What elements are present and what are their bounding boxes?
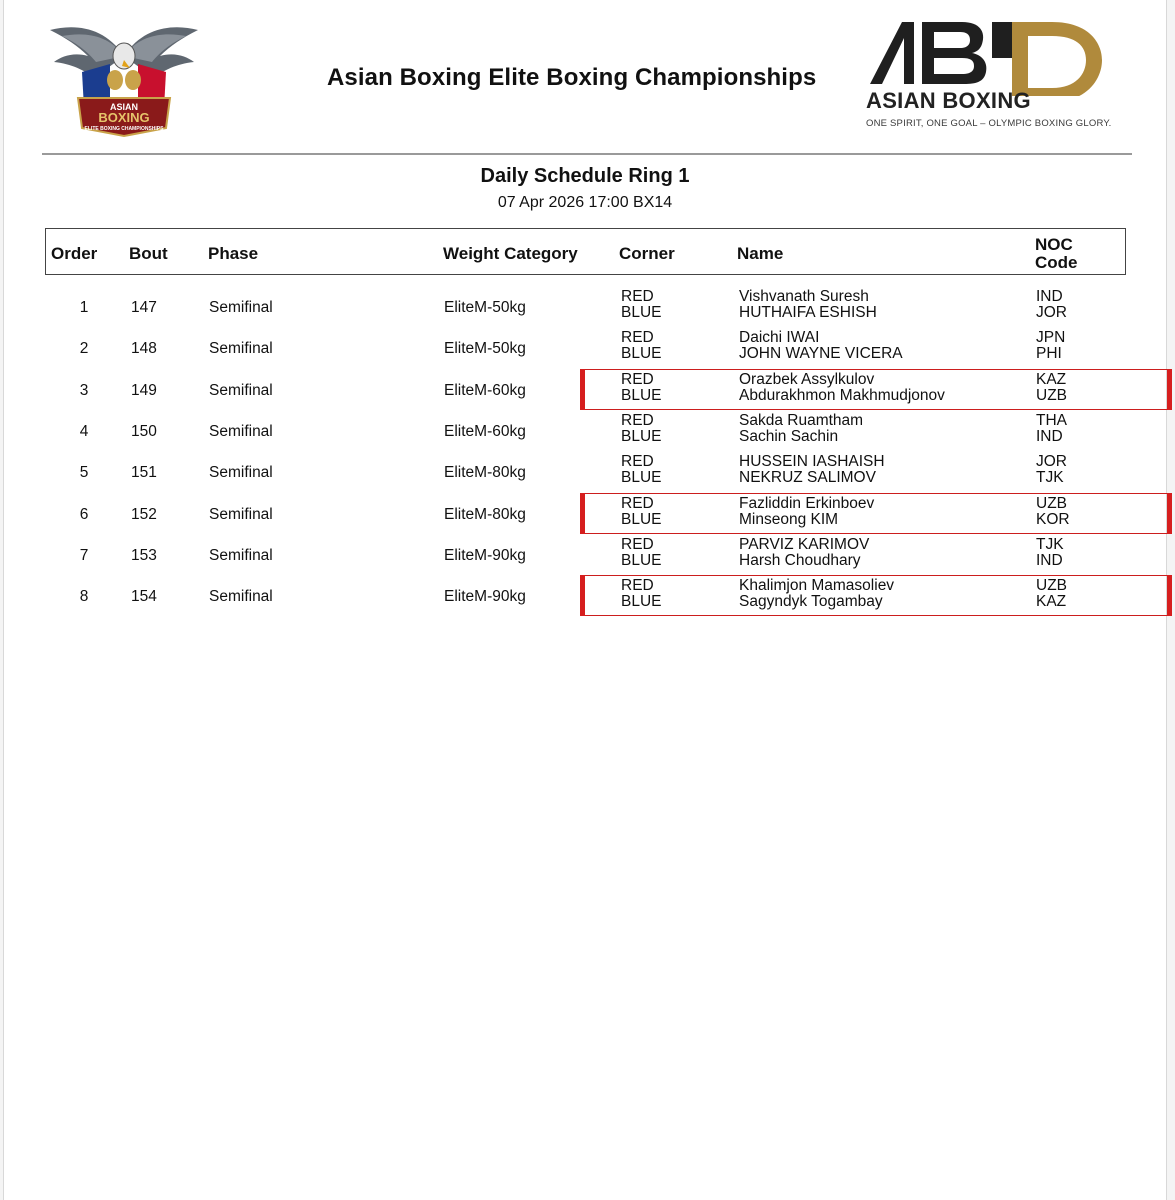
blue-noc-code: UZB — [1036, 386, 1067, 404]
corner-blue-cell: BLUE — [621, 304, 662, 321]
order-cell: 2 — [79, 340, 89, 358]
table-row — [45, 534, 1135, 575]
table-row — [45, 451, 1135, 492]
red-noc-code: THA — [1036, 411, 1067, 429]
bout-cell: 147 — [131, 299, 157, 316]
table-row — [45, 327, 1135, 368]
phase-cell: Semifinal — [209, 546, 273, 564]
order-cell: 7 — [79, 546, 89, 564]
emblem-line1: ASIAN — [109, 102, 139, 112]
blue-noc-code: PHI — [1036, 345, 1062, 363]
blue-noc-code: IND — [1036, 551, 1063, 569]
blue-boxer-name: NEKRUZ SALIMOV — [739, 469, 876, 487]
red-noc-code: JOR — [1036, 453, 1067, 471]
corner-blue-cell: BLUE — [621, 469, 662, 487]
corner-blue-cell: BLUE — [621, 386, 662, 404]
order-cell: 3 — [79, 381, 89, 399]
phase-cell: Semifinal — [209, 340, 273, 358]
bout-cell: 151 — [131, 464, 157, 482]
table-row — [45, 410, 1135, 451]
corner-red-cell: RED — [621, 577, 654, 595]
blue-boxer-name: Sagyndyk Togambay — [739, 593, 883, 611]
table-row — [45, 369, 1135, 410]
order-cell: 1 — [79, 299, 89, 316]
header-divider — [42, 153, 1132, 155]
table-header — [45, 228, 1126, 275]
red-noc-code: IND — [1036, 288, 1063, 305]
corner-red-cell: RED — [621, 329, 654, 347]
red-boxer-name: Vishvanath Suresh — [739, 288, 869, 305]
bout-cell: 153 — [131, 546, 157, 564]
abd-logo-tagline: ONE SPIRIT, ONE GOAL – OLYMPIC BOXING GLORY. — [866, 118, 1112, 129]
red-boxer-name: Sakda Ruamtham — [739, 411, 864, 429]
weight-cell: EliteM-80kg — [444, 505, 526, 523]
bout-cell: 148 — [131, 340, 157, 358]
weight-cell: EliteM-50kg — [444, 299, 526, 316]
col-order-header: Order — [51, 244, 98, 263]
blue-boxer-name: Sachin Sachin — [739, 427, 839, 445]
order-cell: 8 — [79, 588, 89, 606]
red-boxer-name: PARVIZ KARIMOV — [739, 535, 870, 553]
bout-cell: 154 — [131, 588, 157, 606]
blue-boxer-name: Abdurakhmon Makhmudjonov — [739, 386, 945, 404]
eagle-emblem-icon — [44, 16, 204, 140]
corner-red-cell: RED — [621, 411, 654, 429]
red-noc-code: JPN — [1036, 329, 1066, 347]
phase-cell: Semifinal — [209, 299, 273, 316]
corner-red-cell: RED — [621, 370, 654, 388]
blue-boxer-name: Harsh Choudhary — [739, 551, 861, 569]
red-boxer-name: HUSSEIN IASHAISH — [739, 453, 885, 471]
corner-blue-cell: BLUE — [621, 345, 662, 363]
corner-red-cell: RED — [621, 453, 654, 471]
event-title: Asian Boxing Elite Boxing Championships — [327, 64, 817, 91]
order-cell: 5 — [79, 464, 89, 482]
weight-cell: EliteM-90kg — [444, 546, 526, 564]
col-noc-header-line2: Code — [1035, 253, 1078, 272]
red-noc-code: UZB — [1036, 494, 1067, 512]
bout-cell: 149 — [131, 381, 157, 399]
corner-blue-cell: BLUE — [621, 510, 662, 528]
col-phase-header: Phase — [208, 244, 259, 263]
phase-cell: Semifinal — [209, 464, 273, 482]
table-row — [45, 493, 1135, 534]
corner-red-cell: RED — [621, 288, 654, 305]
col-noc-header-line1: NOC — [1035, 235, 1073, 254]
red-boxer-name: Fazliddin Erkinboev — [739, 494, 875, 512]
blue-noc-code: IND — [1036, 427, 1063, 445]
red-noc-code: KAZ — [1036, 370, 1067, 388]
weight-cell: EliteM-50kg — [444, 340, 526, 358]
schedule-subtitle: 07 Apr 2026 17:00 BX14 — [497, 194, 673, 211]
weight-cell: EliteM-60kg — [444, 422, 526, 440]
red-boxer-name: Orazbek Assylkulov — [739, 370, 875, 388]
corner-blue-cell: BLUE — [621, 551, 662, 569]
table-row — [45, 286, 1135, 327]
blue-noc-code: TJK — [1036, 469, 1064, 487]
weight-cell: EliteM-60kg — [444, 381, 526, 399]
emblem-line2: BOXING — [98, 110, 150, 125]
weight-cell: EliteM-80kg — [444, 464, 526, 482]
phase-cell: Semifinal — [209, 505, 273, 523]
emblem-line3: ELITE BOXING CHAMPIONSHIPS — [84, 126, 164, 132]
phase-cell: Semifinal — [209, 588, 273, 606]
red-noc-code: TJK — [1036, 535, 1064, 553]
col-corner-header: Corner — [619, 244, 675, 263]
blue-noc-code: KOR — [1036, 510, 1070, 528]
red-boxer-name: Khalimjon Mamasoliev — [739, 577, 895, 595]
red-boxer-name: Daichi IWAI — [739, 329, 820, 347]
table-row — [45, 575, 1135, 616]
highlight-box — [580, 493, 1172, 534]
col-bout-header: Bout — [129, 244, 168, 263]
phase-cell: Semifinal — [209, 381, 273, 399]
abd-logo-name: ASIAN BOXING — [866, 88, 1031, 113]
phase-cell: Semifinal — [209, 422, 273, 440]
col-weight-header: Weight Category — [443, 244, 578, 263]
blue-boxer-name: HUTHAIFA ESHISH — [739, 304, 877, 321]
schedule-title: Daily Schedule Ring 1 — [480, 165, 690, 187]
bout-cell: 152 — [131, 505, 157, 523]
blue-boxer-name: Minseong KIM — [739, 510, 839, 528]
order-cell: 6 — [79, 505, 89, 523]
weight-cell: EliteM-90kg — [444, 588, 526, 606]
col-name-header: Name — [737, 244, 784, 263]
blue-noc-code: JOR — [1036, 304, 1067, 321]
bout-cell: 150 — [131, 422, 157, 440]
red-noc-code: UZB — [1036, 577, 1067, 595]
blue-noc-code: KAZ — [1036, 593, 1067, 611]
corner-red-cell: RED — [621, 494, 654, 512]
schedule-page — [3, 0, 1167, 1200]
corner-blue-cell: BLUE — [621, 593, 662, 611]
corner-red-cell: RED — [621, 535, 654, 553]
abd-logo-icon — [862, 16, 1110, 134]
order-cell: 4 — [79, 422, 89, 440]
blue-boxer-name: JOHN WAYNE VICERA — [739, 345, 903, 363]
corner-blue-cell: BLUE — [621, 427, 662, 445]
